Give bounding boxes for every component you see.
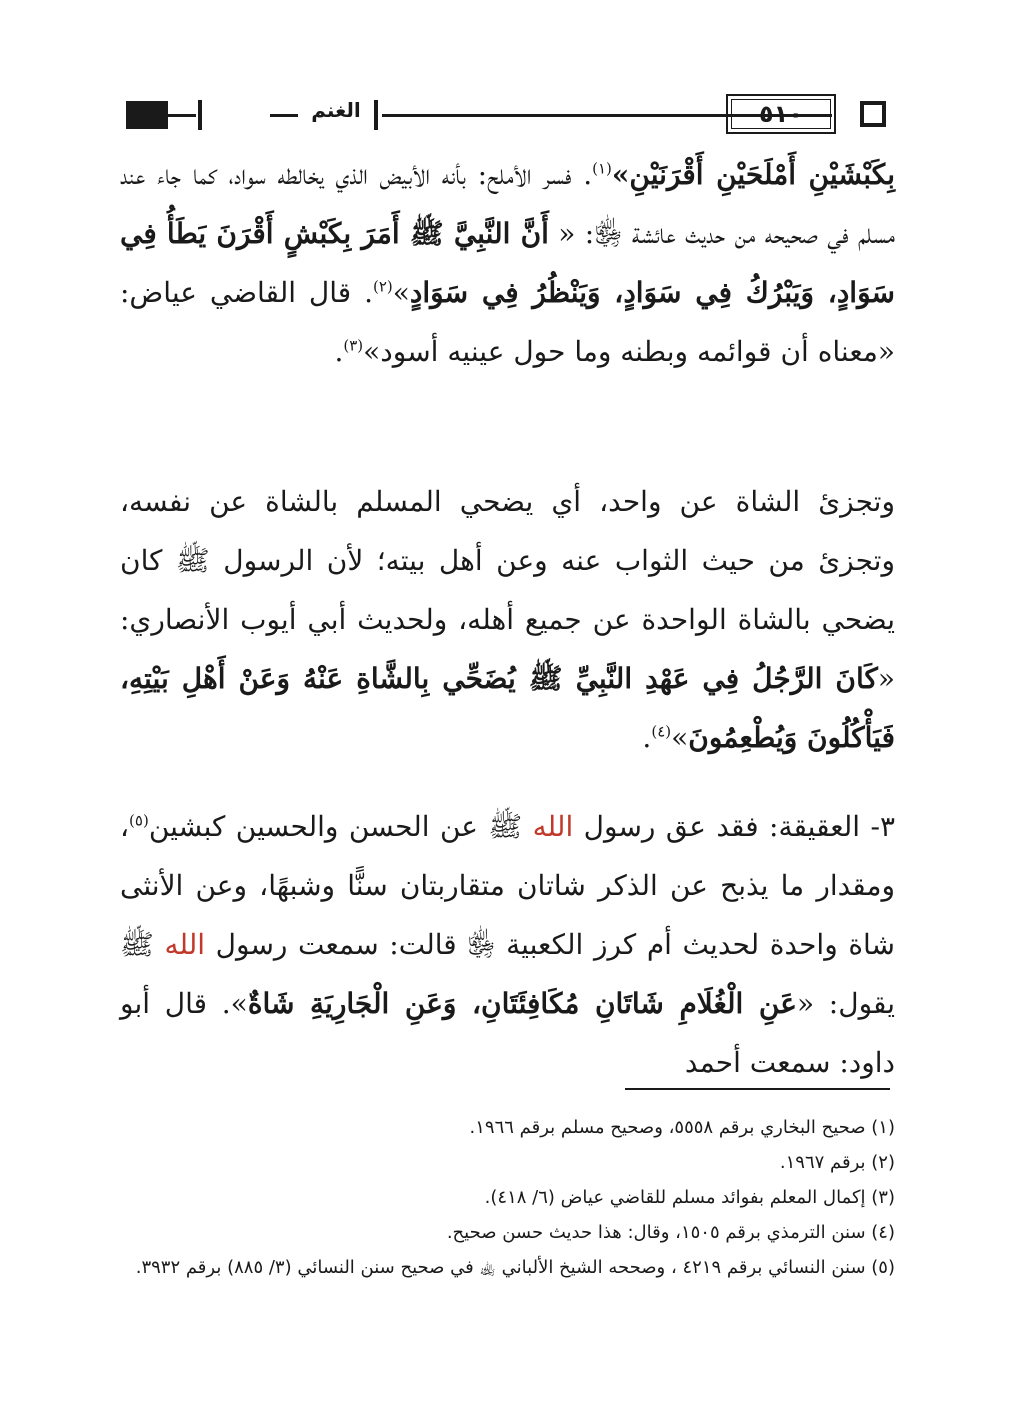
footnote-ref[interactable]: (٢) bbox=[373, 277, 393, 296]
paragraph-1 bbox=[120, 145, 895, 381]
hadith-text: كَانَ الرَّجُلُ فِي عَهْدِ النَّبِيِّ ﷺ يُضَحِّي بِالشَّاةِ عَنْهُ وَعَنْ أَهْلِ بَيْتِهِ، فَيَأْكُلُونَ وَيُطْعِمُونَ bbox=[120, 662, 895, 754]
footnote-ref[interactable]: (٤) bbox=[651, 722, 672, 741]
hadith-text: عَنِ الْغُلَامِ شَاتَانِ مُكَافِئَتَانِ، وَعَنِ الْجَارِيَةِ شَاةٌ bbox=[247, 987, 797, 1020]
body-text: ، ومقدار ما يذبح عن الذكر شاتان متقاربتان سنًّا وشبهًا، وعن الأنثى شاة واحدة لحديث أم كرز الكعبية ﵂ قالت: سمعت رسول bbox=[120, 810, 895, 961]
footnote-item: (٣) إكمال المعلم بفوائد مسلم للقاضي عياض (٦/ ٤١٨). bbox=[484, 1187, 895, 1208]
body-text: . bbox=[334, 335, 344, 368]
footnote-ref[interactable]: (٥) bbox=[129, 811, 149, 830]
body-text: . فسر الأملح: بأنه الأبيض الذي يخالطه سواد، كما جاء عند مسلم في صحيحه من حديث عائشة ﵂: « bbox=[120, 158, 895, 250]
body-text: . قال القاضي عياض: «معناه أن قوائمه وبطنه وما حول عينيه أسود» bbox=[120, 276, 895, 368]
section-title: الغنم bbox=[311, 98, 361, 122]
footnote-item: (٥) سنن النسائي برقم ٤٢١٩ ، وصححه الشيخ الألباني ﵀ في صحيح سنن النسائي (٣/ ٨٨٥) برقم ٣٩٣٢. bbox=[135, 1257, 895, 1278]
allah-word: الله bbox=[532, 810, 574, 843]
header-divider bbox=[374, 100, 378, 130]
body-text: ﷺ يقول: « bbox=[120, 928, 896, 1020]
footnote-ref[interactable]: (٣) bbox=[343, 336, 364, 355]
footnote-ref[interactable]: (١) bbox=[592, 159, 612, 178]
footnote-item: (١) صحيح البخاري برقم ٥٥٥٨، وصحيح مسلم برقم ١٩٦٦. bbox=[469, 1117, 895, 1138]
header-rule bbox=[168, 114, 196, 117]
body-text: » bbox=[392, 276, 410, 309]
allah-word: الله bbox=[164, 928, 206, 961]
body-text: » bbox=[671, 721, 689, 754]
hadith-text: بِكَبْشَيْنِ أَمْلَحَيْنِ أَقْرَنَيْنِ» bbox=[611, 158, 896, 191]
body-text: وتجزئ الشاة عن واحد، أي يضحي المسلم بالشاة عن نفسه، وتجزئ من حيث الثواب عنه وعن أهل بيته؛ لأن الرسول ﷺ كان يضحي بالشاة الواحدة عن جميع أهله، ولحديث أبي أيوب الأنصاري: « bbox=[120, 485, 895, 695]
footnote-item: (٢) برقم ١٩٦٧. bbox=[779, 1152, 895, 1173]
body-text: ﷺ عن الحسن والحسين كبشين bbox=[148, 810, 533, 843]
header-ornament-right bbox=[860, 101, 886, 127]
body-text: ». قال أبو داود: سمعت أحمد bbox=[120, 987, 895, 1079]
footnotes bbox=[120, 1110, 895, 1285]
footnote-separator bbox=[625, 1088, 890, 1090]
paragraph-2 bbox=[120, 472, 895, 767]
body-text: ٣- العقيقة: فقد عق رسول bbox=[573, 810, 895, 843]
paragraph-3 bbox=[120, 797, 895, 1092]
header-divider bbox=[198, 100, 202, 130]
hadith-text: أَنَّ النَّبِيَّ ﷺ أَمَرَ بِكَبْشٍ أَقْرَنَ يَطَأُ فِي سَوَادٍ، وَيَبْرُكُ فِي سَوَادٍ، وَيَنْظُرُ فِي سَوَادٍ bbox=[120, 217, 895, 309]
page-header bbox=[120, 92, 895, 142]
footnote-item: (٤) سنن الترمذي برقم ١٥٠٥، وقال: هذا حديث حسن صحيح. bbox=[446, 1222, 895, 1243]
header-rule bbox=[270, 114, 298, 117]
header-ornament-left bbox=[126, 101, 168, 129]
page-number: ٥١٠ bbox=[726, 94, 836, 134]
body-text: . bbox=[642, 721, 652, 754]
